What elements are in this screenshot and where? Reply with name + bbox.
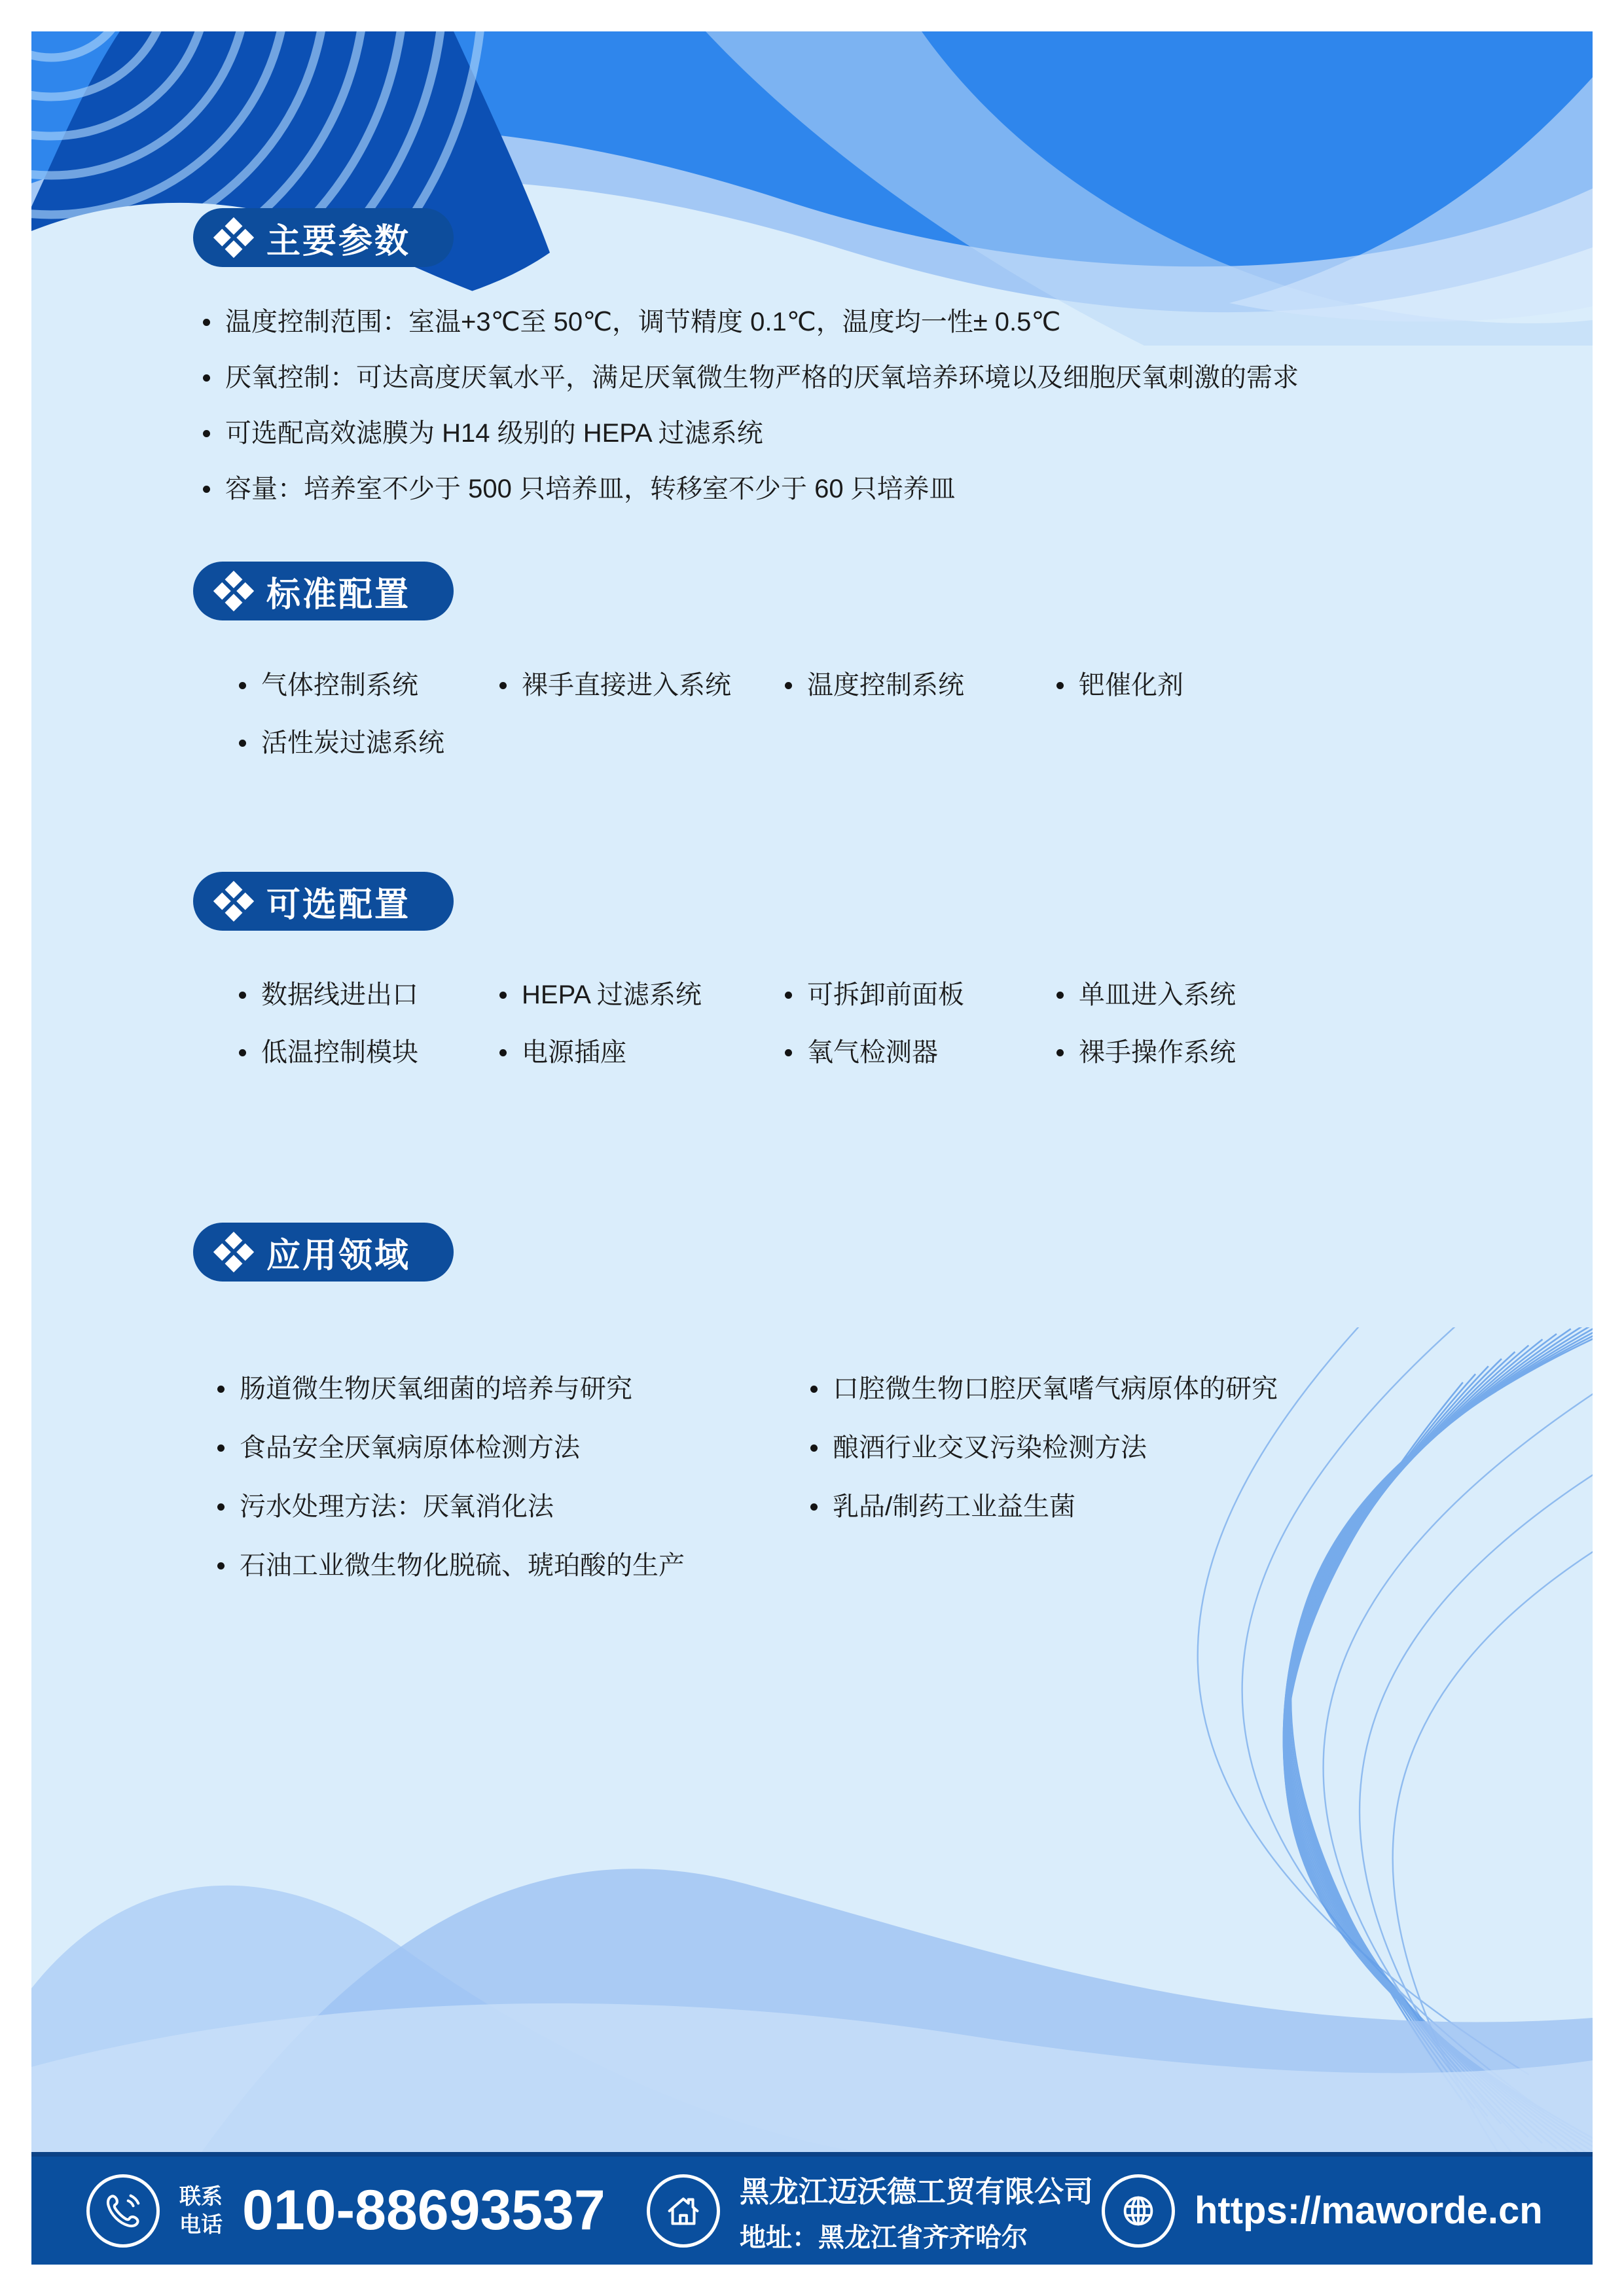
footer-address-group <box>647 2157 1093 2265</box>
list-item: 气体控制系统 <box>239 671 499 700</box>
applications-list-right <box>810 1374 1278 1551</box>
bullet-dot-icon <box>810 1503 818 1511</box>
section-header-standard-config <box>193 562 454 620</box>
phone-number: 010-88693537 <box>242 2179 605 2242</box>
section-title: 主要参数 <box>266 222 411 260</box>
list-item: HEPA 过滤系统 <box>499 980 785 1009</box>
bullet-dot-icon <box>217 1386 225 1393</box>
section-header-applications <box>193 1223 454 1282</box>
list-item: 可拆卸前面板 <box>785 980 1056 1009</box>
bullet-dot-icon <box>810 1444 818 1452</box>
bullet-dot-icon <box>239 740 246 747</box>
footer-website-group <box>1102 2157 1543 2265</box>
phone-icon <box>86 2174 160 2248</box>
content-canvas <box>31 31 1593 2265</box>
bullet-dot-icon <box>1056 1049 1064 1056</box>
phone-label: 联系 电话 <box>179 2183 223 2236</box>
list-item: 口腔微生物口腔厌氧嗜气病原体的研究 <box>810 1374 1278 1403</box>
list-item: 污水处理方法：厌氧消化法 <box>217 1492 685 1521</box>
bullet-dot-icon <box>203 374 210 382</box>
diamond-cluster-icon <box>213 1232 254 1272</box>
list-item: 裸手直接进入系统 <box>499 671 785 700</box>
contact-footer-bar <box>31 2152 1593 2265</box>
list-item: 活性炭过滤系统 <box>239 728 499 757</box>
list-item: 石油工业微生物化脱硫、琥珀酸的生产 <box>217 1551 685 1580</box>
bullet-dot-icon <box>1056 992 1064 999</box>
section-title: 应用领域 <box>266 1236 411 1275</box>
list-item: 钯催化剂 <box>1056 671 1183 700</box>
bullet-dot-icon <box>1056 682 1064 689</box>
list-item: 乳品/制药工业益生菌 <box>810 1492 1278 1521</box>
bullet-dot-icon <box>217 1562 225 1570</box>
diamond-cluster-icon <box>213 881 254 922</box>
bullet-dot-icon <box>203 430 210 437</box>
list-item: 数据线进出口 <box>239 980 499 1009</box>
bullet-dot-icon <box>203 486 210 493</box>
list-item: 可选配高效滤膜为 H14 级别的 HEPA 过滤系统 <box>203 419 1299 448</box>
company-name: 黑龙江迈沃德工贸有限公司 <box>740 2174 1094 2208</box>
home-icon <box>647 2174 720 2248</box>
section-header-main-parameters <box>193 208 454 267</box>
bullet-dot-icon <box>810 1386 818 1393</box>
list-item: 裸手操作系统 <box>1056 1038 1236 1067</box>
bullet-dot-icon <box>217 1444 225 1452</box>
list-item: 容量：培养室不少于 500 只培养皿，转移室不少于 60 只培养皿 <box>203 475 1299 503</box>
globe-icon <box>1102 2174 1175 2248</box>
list-item: 低温控制模块 <box>239 1038 499 1067</box>
list-item: 食品安全厌氧病原体检测方法 <box>217 1433 685 1462</box>
bullet-dot-icon <box>217 1503 225 1511</box>
bullet-dot-icon <box>785 1049 792 1056</box>
footer-phone-group <box>86 2157 605 2265</box>
bullet-dot-icon <box>499 1049 507 1056</box>
company-address-block <box>740 2168 1093 2254</box>
list-item: 单皿进入系统 <box>1056 980 1236 1009</box>
section-header-optional-config <box>193 872 454 931</box>
list-item: 温度控制系统 <box>785 671 1056 700</box>
section-title: 标准配置 <box>266 575 411 614</box>
bullet-dot-icon <box>499 682 507 689</box>
bullet-dot-icon <box>785 992 792 999</box>
header-wave-decoration <box>31 31 1593 346</box>
diamond-cluster-icon <box>213 217 254 258</box>
list-item: 酿酒行业交叉污染检测方法 <box>810 1433 1278 1462</box>
optional-config-list <box>239 980 1236 1067</box>
list-item: 厌氧控制：可达高度厌氧水平，满足厌氧微生物严格的厌氧培养环境以及细胞厌氧刺激的需求 <box>203 363 1299 392</box>
bullet-dot-icon <box>499 992 507 999</box>
bullet-dot-icon <box>239 1049 246 1056</box>
bullet-dot-icon <box>239 992 246 999</box>
standard-config-list <box>239 671 1183 757</box>
bullet-dot-icon <box>203 319 210 326</box>
list-item: 电源插座 <box>499 1038 785 1067</box>
company-address: 地址：黑龙江省齐齐哈尔 <box>740 2223 1028 2252</box>
diamond-cluster-icon <box>213 571 254 611</box>
bullet-dot-icon <box>785 682 792 689</box>
applications-list-left <box>217 1374 685 1610</box>
bullet-dot-icon <box>239 682 246 689</box>
list-item: 氧气检测器 <box>785 1038 1056 1067</box>
list-item: 温度控制范围：室温+3℃至 50℃，调节精度 0.1℃，温度均一性± 0.5℃ <box>203 308 1299 336</box>
website-url: https://maworde.cn <box>1195 2189 1543 2232</box>
main-parameters-list <box>203 308 1299 530</box>
list-item: 肠道微生物厌氧细菌的培养与研究 <box>217 1374 685 1403</box>
section-title: 可选配置 <box>266 886 411 924</box>
